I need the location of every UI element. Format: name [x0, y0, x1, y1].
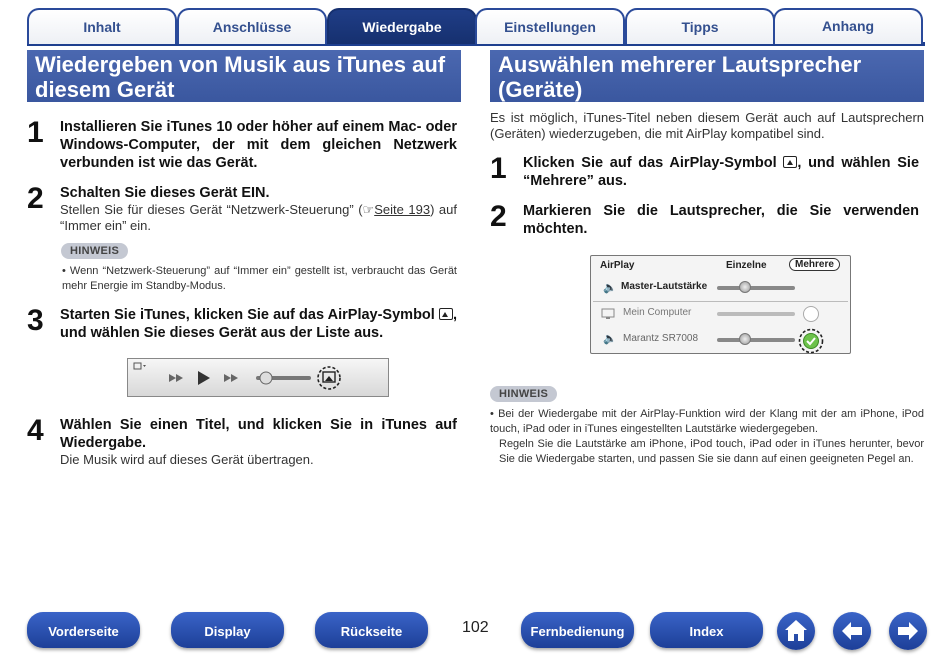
right-section-title — [490, 50, 924, 102]
step-2-title: Schalten Sie dieses Gerät EIN. — [60, 185, 270, 201]
right-step-1-title-post: , und wählen Sie “Mehrere” aus. — [523, 155, 920, 189]
hinweis-text-right-1: • Bei der Wiedergabe mit der AirPlay-Funktion wird der Klang mit der am iPhone, iPod touch, iPad oder in iTunes eingestellten Lautstärke wiedergegeben. — [490, 408, 924, 435]
step-3-title — [60, 306, 457, 342]
panel-airplay-label: AirPlay — [600, 260, 635, 271]
panel-divider — [593, 301, 848, 302]
nav-vorderseite-button[interactable]: Vorderseite — [27, 612, 140, 648]
arrow-right-icon — [889, 612, 927, 650]
hinweis-badge-right: HINWEIS — [490, 386, 557, 402]
step-2-body — [60, 202, 457, 234]
left-title-line1: Wiedergeben von Musik aus iTunes auf — [35, 52, 446, 77]
panel-mehrere-option[interactable]: Mehrere — [789, 258, 840, 271]
device-1-volume-slider[interactable] — [717, 312, 795, 316]
hinweis-text-left: • Wenn “Netzwerk-Steuerung” auf “Immer ein” gestellt ist, verbraucht das Gerät mehr Energie im Standby-Modus. — [62, 265, 457, 292]
device-2-volume-slider[interactable] — [717, 338, 795, 342]
right-title-line1: Auswählen mehrerer Lautsprecher — [498, 52, 862, 77]
right-step-number-1: 1 — [490, 152, 507, 185]
right-intro: Es ist möglich, iTunes-Titel neben diesem Gerät auch auf Lautsprechern (Geräten) wiederzugeben, die mit AirPlay kompatibel sind. — [490, 110, 924, 141]
forward-button[interactable] — [889, 612, 927, 650]
step-number-3: 3 — [27, 304, 44, 337]
speaker-icon: 🔈 — [603, 333, 617, 345]
home-icon — [777, 612, 815, 650]
step-number-4: 4 — [27, 414, 44, 447]
itunes-controls-image — [127, 358, 389, 397]
left-section-title — [27, 50, 461, 102]
nav-fernbedienung-button[interactable]: Fernbedienung — [521, 612, 634, 648]
panel-einzelne-option[interactable]: Einzelne — [726, 260, 767, 271]
panel-master-label: Master-Lautstärke — [621, 281, 708, 292]
tab-einstellungen[interactable]: Einstellungen — [475, 8, 625, 44]
hinweis-text-right-2: Regeln Sie die Lautstärke am iPhone, iPod touch, iPad oder in iTunes herunter, bevor Sie die Wiedergabe starten, und passen Sie sie dann auf einen geeigneten Pegel an. — [499, 438, 924, 465]
nav-display-button[interactable]: Display — [171, 612, 284, 648]
panel-device-1: Mein Computer — [623, 307, 692, 318]
airplay-speaker-panel — [590, 255, 851, 354]
nav-rueckseite-button[interactable]: Rückseite — [315, 612, 428, 648]
step-2-body-pre: Stellen Sie für dieses Gerät “Netzwerk-Steuerung” ( — [60, 202, 363, 217]
arrow-left-icon — [833, 612, 871, 650]
left-title-line2: diesem Gerät — [35, 77, 175, 102]
speaker-icon: 🔈 — [603, 282, 617, 294]
step-4-title: Wählen Sie einen Titel, und klicken Sie in iTunes auf Wiedergabe. — [60, 417, 457, 451]
itunes-controls-graphic — [128, 359, 390, 398]
tab-anhang[interactable]: Anhang — [773, 8, 923, 44]
device-1-checkbox[interactable] — [803, 306, 819, 322]
computer-icon — [601, 308, 615, 320]
right-step-2-title: Markieren Sie die Lautsprecher, die Sie verwenden möchten. — [523, 203, 919, 237]
airplay-icon — [439, 308, 453, 320]
page-link-193[interactable]: Seite 193 — [374, 202, 431, 217]
right-step-1-title — [523, 154, 919, 190]
device-2-volume-knob[interactable] — [739, 333, 751, 345]
hinweis-badge-left: HINWEIS — [61, 243, 128, 259]
step-4-body: Die Musik wird auf dieses Gerät übertragen. — [60, 452, 314, 467]
master-volume-knob[interactable] — [739, 281, 751, 293]
panel-device-2: Marantz SR7008 — [623, 333, 699, 344]
master-volume-slider[interactable] — [717, 286, 795, 290]
right-step-number-2: 2 — [490, 200, 507, 233]
step-number-2: 2 — [27, 182, 44, 215]
back-button[interactable] — [833, 612, 871, 650]
tab-tipps[interactable]: Tipps — [625, 8, 775, 44]
step-3-title-pre: Starten Sie iTunes, klicken Sie auf das AirPlay-Symbol — [60, 307, 435, 323]
pointing-hand-icon: ☞ — [362, 202, 375, 217]
tab-bar — [27, 8, 925, 46]
right-step-1-title-pre: Klicken Sie auf das AirPlay-Symbol — [523, 155, 777, 171]
home-button[interactable] — [777, 612, 815, 650]
tab-wiedergabe[interactable]: Wiedergabe — [327, 8, 477, 44]
tab-inhalt[interactable]: Inhalt — [27, 8, 177, 44]
airplay-icon — [783, 156, 797, 168]
right-title-line2: (Geräte) — [498, 77, 583, 102]
step-1-title: Installieren Sie iTunes 10 oder höher auf einem Mac- oder Windows-Computer, der mit dem gleichen Netzwerk verbunden ist wie das Gerät. — [60, 119, 457, 171]
tab-anschluesse[interactable]: Anschlüsse — [177, 8, 327, 44]
page-number: 102 — [462, 619, 489, 636]
step-2-body-post: ) auf “Immer ein” ein. — [60, 202, 458, 233]
step-number-1: 1 — [27, 116, 44, 149]
device-2-checkbox-checked[interactable] — [798, 328, 824, 354]
nav-index-button[interactable]: Index — [650, 612, 763, 648]
step-3-title-post: , und wählen Sie dieses Gerät aus der Liste aus. — [60, 307, 458, 341]
